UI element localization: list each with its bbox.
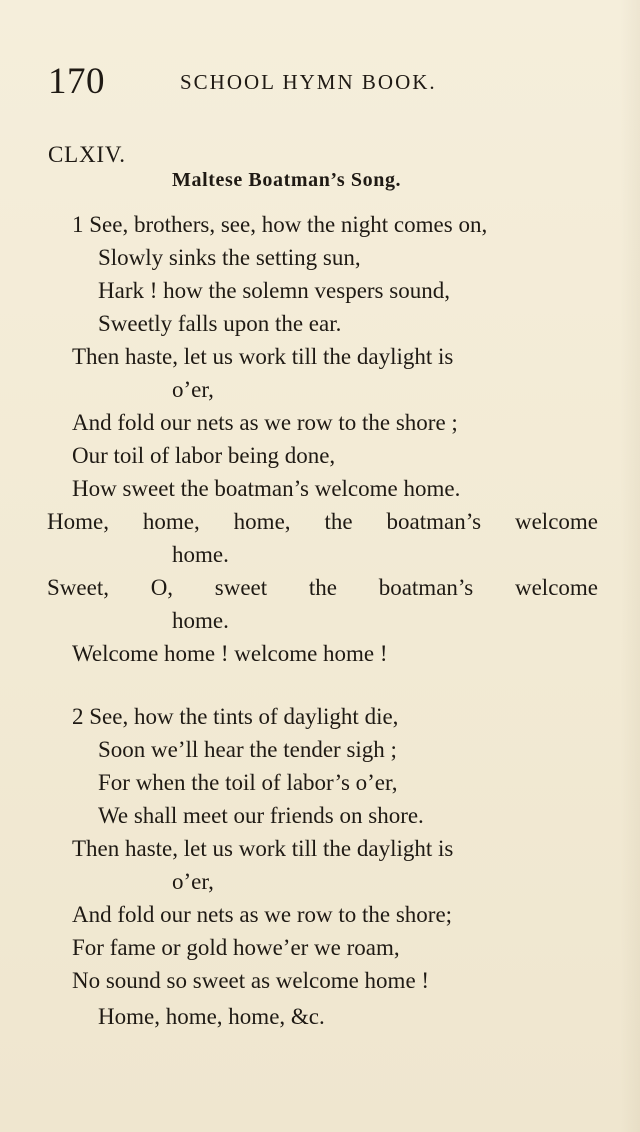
verse-2-line-9: No sound so sweet as welcome home ! bbox=[72, 968, 430, 993]
chorus-line-5: Welcome home ! welcome home ! bbox=[72, 641, 388, 666]
verse-1-line-7: And fold our nets as we row to the shore ; bbox=[72, 410, 458, 435]
verse-2-line-7: And fold our nets as we row to the shore; bbox=[72, 902, 453, 927]
page-edge-shadow bbox=[620, 0, 640, 1132]
chorus-line-1: Home, home, home, the boatman’s welcome bbox=[47, 509, 598, 534]
verse-2-line-3: For when the toil of labor’s o’er, bbox=[98, 770, 398, 795]
page-number: 170 bbox=[48, 61, 105, 102]
verse-1-line-4: Sweetly falls upon the ear. bbox=[98, 311, 342, 336]
verse-2-line-5: Then haste, let us work till the daylight is bbox=[72, 836, 454, 861]
verse-2-line-6: o’er, bbox=[172, 869, 214, 894]
verse-1-line-2: Slowly sinks the setting sun, bbox=[98, 245, 361, 270]
verse-2-line-8: For fame or gold howe’er we roam, bbox=[72, 935, 400, 960]
chorus-line-4: home. bbox=[172, 608, 229, 633]
verse-1-line-6: o’er, bbox=[172, 377, 214, 402]
verse-2-line-4: We shall meet our friends on shore. bbox=[98, 803, 424, 828]
verse-2-line-10: Home, home, home, &c. bbox=[98, 1004, 325, 1029]
running-head: SCHOOL HYMN BOOK. bbox=[180, 70, 437, 94]
verse-1-line-5: Then haste, let us work till the daylight is bbox=[72, 344, 454, 369]
verse-1-line-3: Hark ! how the solemn vespers sound, bbox=[98, 278, 450, 303]
hymn-title: Maltese Boatman’s Song. bbox=[172, 169, 402, 191]
verse-1-line-8: Our toil of labor being done, bbox=[72, 443, 336, 468]
chorus-line-3: Sweet, O, sweet the boatman’s welcome bbox=[47, 575, 598, 600]
verse-1-line-9: How sweet the boatman’s welcome home. bbox=[72, 476, 461, 501]
verse-2-line-1: 2 See, how the tints of daylight die, bbox=[72, 704, 399, 729]
chorus-line-2: home. bbox=[172, 542, 229, 567]
verse-2-line-2: Soon we’ll hear the tender sigh ; bbox=[98, 737, 397, 762]
page-header bbox=[48, 58, 608, 106]
hymn-number: CLXIV. bbox=[48, 142, 126, 167]
verse-1-line-1: 1 See, brothers, see, how the night comes on, bbox=[72, 212, 488, 237]
